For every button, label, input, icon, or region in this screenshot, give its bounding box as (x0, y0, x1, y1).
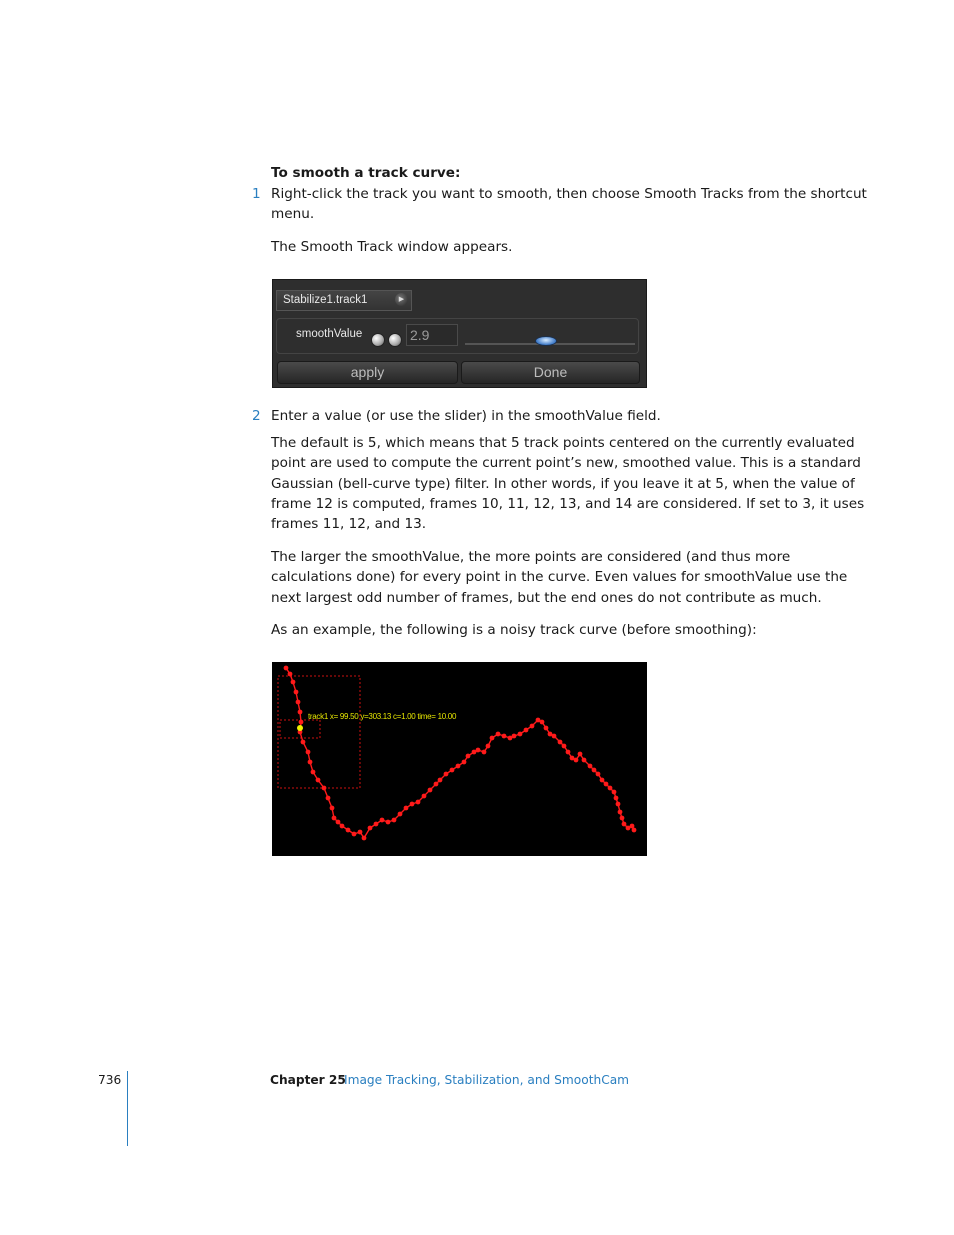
track-point (482, 750, 487, 755)
track-point (392, 818, 397, 823)
track-point (416, 800, 421, 805)
track-point (616, 802, 621, 807)
paragraph-line: frames 11, 12, and 13. (271, 516, 427, 533)
step-number-1: 1 (252, 186, 261, 202)
track-point (552, 734, 557, 739)
track-point (518, 732, 523, 737)
track-point (566, 750, 571, 755)
paragraph-line: The larger the smoothValue, the more points are considered (and thus more (271, 549, 791, 565)
track-point (524, 728, 529, 733)
track-point (438, 778, 443, 783)
track-point (291, 680, 296, 685)
step-1-text (271, 184, 867, 225)
section-heading: To smooth a track curve: (271, 165, 461, 181)
track-point (604, 782, 609, 787)
paragraph-line: The default is 5, which means that 5 track points centered on the currently evaluated (271, 435, 855, 451)
track-point (404, 806, 409, 811)
track-curve-image (272, 662, 647, 856)
step-2-text: Enter a value (or use the slider) in the smoothValue field. (271, 408, 661, 424)
animate-knob-icon[interactable] (371, 333, 385, 347)
chapter-title-link[interactable]: Image Tracking, Stabilization, and SmoothCam (344, 1073, 630, 1087)
chapter-label: Chapter 25 (270, 1073, 346, 1087)
track-point (336, 820, 341, 825)
track-point (490, 736, 495, 741)
track-point (330, 806, 335, 811)
paragraph-line: calculations done) for every point in the curve. Even values for smoothValue use the (271, 569, 848, 586)
track-point (380, 818, 385, 823)
track-point (622, 822, 627, 827)
track-point (496, 732, 501, 737)
track-point (612, 790, 617, 795)
track-point (450, 768, 455, 773)
node-name-field[interactable] (276, 290, 412, 311)
track-point (574, 758, 579, 763)
track-point (476, 748, 481, 753)
track-point (422, 794, 427, 799)
track-point (374, 822, 379, 827)
track-point (512, 734, 517, 739)
track-point (578, 752, 583, 757)
step-1-line: Right-click the track you want to smooth, then choose Smooth Tracks from the shortcut (271, 186, 867, 202)
track-point (600, 778, 605, 783)
track-point (562, 744, 567, 749)
track-point (608, 786, 613, 791)
track-point (288, 672, 293, 677)
step-1-result: The Smooth Track window appears. (271, 239, 513, 255)
paragraph-example: As an example, the following is a noisy track curve (before smoothing): (271, 622, 757, 638)
paragraph-line: frame 12 is computed, frames 10, 11, 12, 13, and 14 are considered. If set to 3, it uses (271, 495, 865, 512)
track-point (596, 772, 601, 777)
arrow-icon[interactable]: ▶ (395, 293, 408, 306)
track-curve-points (284, 666, 637, 841)
track-point (358, 830, 363, 835)
track-point (316, 778, 321, 783)
link-knob-icon[interactable] (388, 333, 402, 347)
paragraph-line: point are used to compute the current point’s new, smoothed value. This is a standard (271, 455, 861, 472)
search-region-box (278, 676, 360, 788)
track-point (434, 782, 439, 787)
track-point (299, 720, 304, 725)
paragraph-larger (271, 547, 847, 608)
track-point (346, 828, 351, 833)
smoothvalue-slider-thumb[interactable] (535, 336, 557, 346)
track-point (588, 764, 593, 769)
track-point (618, 810, 623, 815)
page-number: 736 (98, 1073, 122, 1087)
track-point (340, 824, 345, 829)
track-point (544, 726, 549, 731)
track-point (582, 758, 587, 763)
smoothvalue-input[interactable]: 2.9 (406, 324, 458, 346)
track-point (332, 816, 337, 821)
track-point-readout: track1 x= 99.50 y=303.13 c=1.00 time= 10.00 (308, 712, 457, 721)
track-curve-svg (272, 662, 647, 856)
track-point (326, 796, 331, 801)
track-point (301, 740, 306, 745)
track-point (284, 666, 289, 671)
node-name-label: Stabilize1.track1 (283, 294, 368, 306)
track-point (592, 768, 597, 773)
track-point (558, 740, 563, 745)
done-button[interactable]: Done (461, 361, 640, 384)
paragraph-default (271, 433, 864, 534)
track-point (410, 802, 415, 807)
track-point (386, 820, 391, 825)
track-point (298, 710, 303, 715)
track-point (444, 772, 449, 777)
track-point (614, 796, 619, 801)
track-point (620, 816, 625, 821)
track-point (352, 832, 357, 837)
track-point (428, 788, 433, 793)
track-point (502, 734, 507, 739)
paragraph-line: Gaussian (bell-curve type) filter. In other words, if you leave it at 5, when the value of (271, 475, 855, 492)
apply-button[interactable]: apply (277, 361, 458, 384)
track-point (368, 826, 373, 831)
step-number-2: 2 (252, 408, 261, 424)
track-point (306, 750, 311, 755)
track-point (308, 760, 313, 765)
track-point (456, 764, 461, 769)
footer-rule (127, 1071, 128, 1146)
track-point (466, 754, 471, 759)
track-point (296, 700, 301, 705)
track-point (486, 744, 491, 749)
track-point (540, 720, 545, 725)
smooth-track-window (272, 279, 647, 388)
track-point (322, 786, 327, 791)
track-point (294, 690, 299, 695)
current-track-point (297, 725, 303, 731)
track-point (311, 770, 316, 775)
track-point (632, 828, 637, 833)
track-point (398, 812, 403, 817)
smoothvalue-label: smoothValue (296, 328, 363, 340)
paragraph-line: next largest odd number of frames, but the end ones do not contribute as much. (271, 589, 822, 606)
track-point (362, 836, 367, 841)
track-point (462, 760, 467, 765)
track-point (530, 724, 535, 729)
step-1-line: menu. (271, 206, 315, 223)
